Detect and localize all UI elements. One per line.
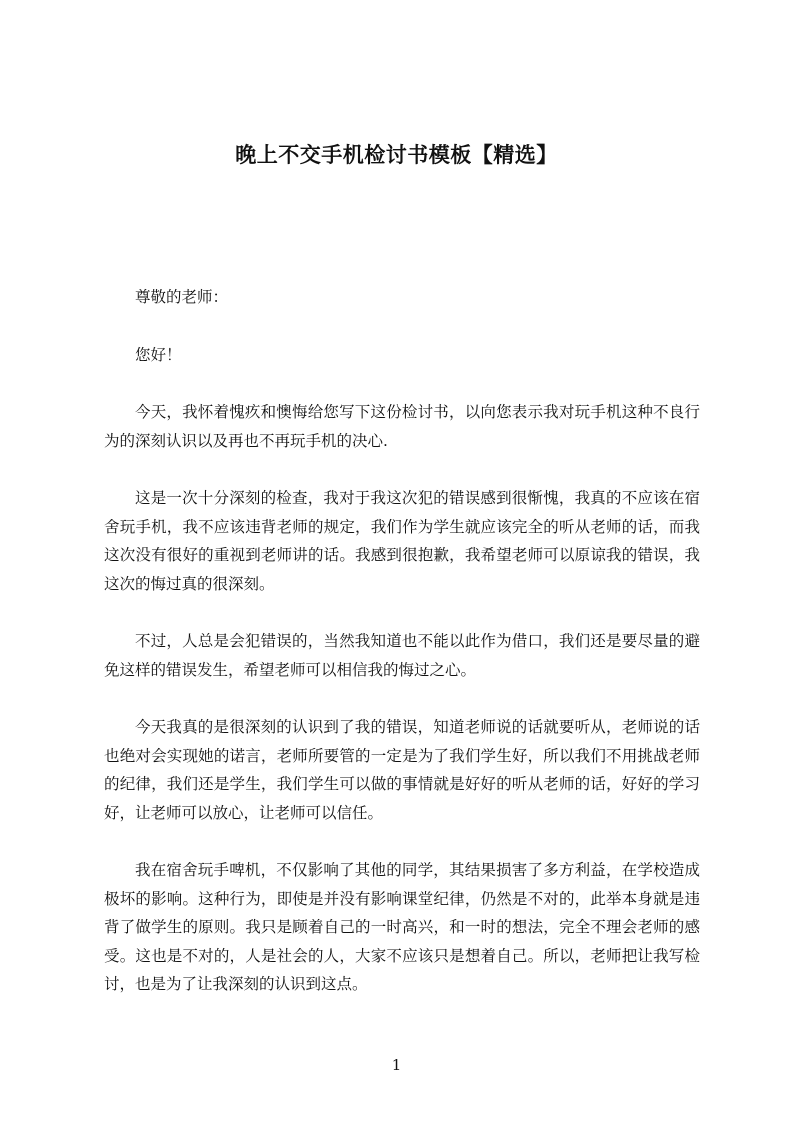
paragraph-5: 我在宿舍玩手啤机，不仅影响了其他的同学，其结果损害了多方利益，在学校造成极坏的影响。这种行为，即使是并没有影响课堂纪律，仍然是不对的，此举本身就是违背了做学生的原则。我只是顾着自己的一时高兴，和一时的想法，完全不理会老师的感受。这也是不对的，人是社会的人，大家不应该只是想着自己。所以，老师把让我写检讨，也是为了让我深刻的认识到这点。 [104,861,700,993]
paragraph-2: 这是一次十分深刻的检查，我对于我这次犯的错误感到很惭愧，我真的不应该在宿舍玩手机，我不应该违背老师的规定，我们作为学生就应该完全的听从老师的话，而我这次没有很好的重视到老师讲的话。我感到很抱歉，我希望老师可以原谅我的错误，我这次的悔过真的很深刻。 [104,489,700,593]
greeting: 您好！ [135,345,182,364]
paragraph-4: 今天我真的是很深刻的认识到了我的错误，知道老师说的话就要听从，老师说的话也绝对会实现她的诺言，老师所要管的一定是为了我们学生好，所以我们不用挑战老师的纪律，我们还是学生，我们学生可以做的事情就是好好的听从老师的话，好好的学习好，让老师可以放心，让老师可以信任。 [104,718,700,822]
salutation: 尊敬的老师： [135,288,229,306]
paragraph-3: 不过，人总是会犯错误的，当然我知道也不能以此作为借口，我们还是要尽量的避免这样的错误发生，希望老师可以相信我的悔过之心。 [104,632,700,679]
page-number: 1 [391,1056,402,1074]
document-body [104,283,700,1028]
paragraph-1: 今天，我怀着愧疚和懊悔给您写下这份检讨书，以向您表示我对玩手机这种不良行为的深刻认识以及再也不再玩手机的决心. [104,403,700,450]
page-title: 晚上不交手机检讨书模板【精选】 [235,143,558,167]
